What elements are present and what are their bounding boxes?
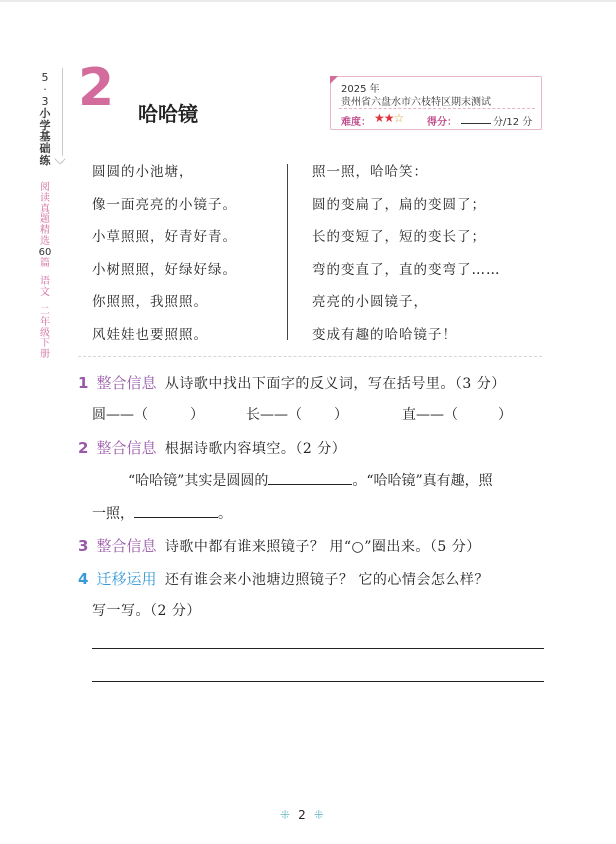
- poem-left-column: [92, 156, 237, 351]
- poem-line: 弯的变直了，直的变弯了……: [312, 261, 501, 278]
- brand-nums-1: ·: [43, 82, 47, 96]
- antonym-word: 长——（: [246, 407, 302, 423]
- series-char: 精: [40, 225, 50, 237]
- q2-text: 。“哈哈镜”真有趣，照: [352, 473, 493, 489]
- grade-char: 二: [40, 305, 50, 317]
- grade-char: 下: [40, 338, 50, 350]
- poem-divider: [287, 164, 288, 340]
- lesson-title: 哈哈镜: [138, 102, 198, 126]
- side-rule: [62, 68, 63, 163]
- brand-nums-2: 3: [41, 94, 49, 108]
- series-count-unit: 篇: [40, 257, 50, 269]
- page-footer: [280, 808, 324, 822]
- question-tag: 迁移运用: [96, 570, 157, 588]
- q2-blank-1[interactable]: [268, 470, 352, 485]
- grade-char: 级: [40, 327, 50, 339]
- subject-char: 文: [40, 287, 50, 299]
- q2-blank-2[interactable]: [134, 503, 218, 518]
- antonym-close: ）: [190, 407, 204, 423]
- antonym-item-zhi[interactable]: [402, 404, 512, 424]
- antonym-item-chang[interactable]: [246, 404, 348, 424]
- series-char: 选: [40, 235, 50, 247]
- q2-text: 。: [218, 506, 232, 522]
- series-char: 读: [40, 192, 50, 204]
- top-rule: [0, 0, 616, 2]
- question-number: 1: [78, 374, 89, 392]
- antonym-close: ）: [498, 407, 512, 423]
- poem-line: 亮亮的小圆镜子，: [312, 294, 428, 310]
- section-separator: [78, 356, 542, 357]
- poem-line: 照一照，哈哈笑：: [312, 164, 428, 180]
- question-text: 从诗歌中找出下面字的反义词，写在括号里。（3 分）: [164, 376, 506, 392]
- series-char: 题: [40, 214, 50, 226]
- side-notch: [54, 153, 65, 164]
- brand-char: 学: [39, 118, 51, 132]
- answer-line[interactable]: [92, 648, 544, 649]
- question-text: 根据诗歌内容填空。（2 分）: [164, 441, 347, 457]
- difficulty-label: 难度：: [341, 117, 371, 128]
- question-2: [78, 437, 346, 458]
- brand-char: 小: [39, 106, 51, 120]
- q2-fill-line-1: [128, 470, 493, 490]
- poem-line: 变成有趣的哈哈镜子！: [312, 326, 457, 343]
- score-total: 分/12 分: [493, 117, 533, 128]
- antonym-word: 圆——（: [92, 407, 148, 423]
- question-text-cont: 写一写。（2 分）: [92, 603, 201, 619]
- score-label: 得分：: [427, 117, 457, 128]
- poem-line: 小草照照，好青好青。: [92, 229, 237, 245]
- info-box: [330, 76, 542, 130]
- info-separator: [339, 108, 535, 109]
- question-number: 4: [78, 570, 89, 588]
- ornament-icon: ⁜: [280, 808, 291, 822]
- question-tag: 整合信息: [96, 439, 157, 457]
- brand-nums-0: 5: [41, 71, 49, 84]
- question-3: [78, 535, 481, 556]
- question-tag: 整合信息: [96, 374, 157, 392]
- grade-char: 册: [40, 349, 50, 361]
- question-number: 3: [78, 537, 89, 555]
- poem-line: 圆圆的小池塘，: [92, 164, 194, 180]
- question-text: 诗歌中都有谁来照镜子？ 用“○”圈出来。（5 分）: [164, 539, 481, 555]
- antonym-close: ）: [334, 407, 348, 423]
- info-source: 贵州省六盘水市六枝特区期末测试: [341, 97, 491, 108]
- side-label: [34, 72, 56, 361]
- score-blank[interactable]: [461, 123, 491, 124]
- q2-fill-line-2: [92, 503, 232, 523]
- question-4: [78, 568, 489, 589]
- antonym-word: 直——（: [402, 407, 458, 423]
- subject-char: 语: [40, 276, 50, 288]
- star-full-icon: ★★: [374, 111, 394, 125]
- poem-line: 圆的变扁了，扁的变圆了；: [312, 196, 486, 213]
- poem-line: 你照照，我照照。: [92, 294, 208, 310]
- q2-text: “哈哈镜”其实是圆圆的: [128, 473, 269, 489]
- star-empty-icon: ☆: [393, 111, 404, 125]
- question-4-continued: [92, 600, 201, 620]
- answer-line[interactable]: [92, 681, 544, 682]
- difficulty-stars: [374, 111, 403, 125]
- antonym-item-yuan[interactable]: [92, 404, 204, 424]
- series-char: 阅: [40, 182, 50, 193]
- q2-text: 一照，: [92, 506, 134, 522]
- brand-char: 练: [39, 154, 51, 168]
- poem-line: 风娃娃也要照照。: [92, 326, 208, 343]
- page-number: 2: [298, 808, 306, 822]
- brand-char: 基: [39, 130, 51, 144]
- brand-char: 础: [39, 142, 51, 156]
- poem-right-column: [312, 156, 501, 351]
- series-char: 真: [40, 203, 50, 215]
- question-tag: 整合信息: [96, 537, 157, 555]
- poem-line: 长的变短了，短的变长了；: [312, 229, 486, 245]
- poem-line: 小树照照，好绿好绿。: [92, 261, 237, 278]
- lesson-number: 2: [78, 58, 115, 118]
- grade-char: 年: [40, 316, 50, 328]
- series-count: 60: [38, 246, 52, 258]
- poem-line: 像一面亮亮的小镜子。: [92, 196, 237, 213]
- question-1: [78, 372, 506, 393]
- info-box-corner: [330, 76, 338, 84]
- question-number: 2: [78, 439, 89, 457]
- ornament-icon: ⁜: [313, 808, 324, 822]
- info-year: 2025 年: [341, 84, 380, 95]
- question-text: 还有谁会来小池塘边照镜子？ 它的心情会怎么样？: [164, 572, 489, 588]
